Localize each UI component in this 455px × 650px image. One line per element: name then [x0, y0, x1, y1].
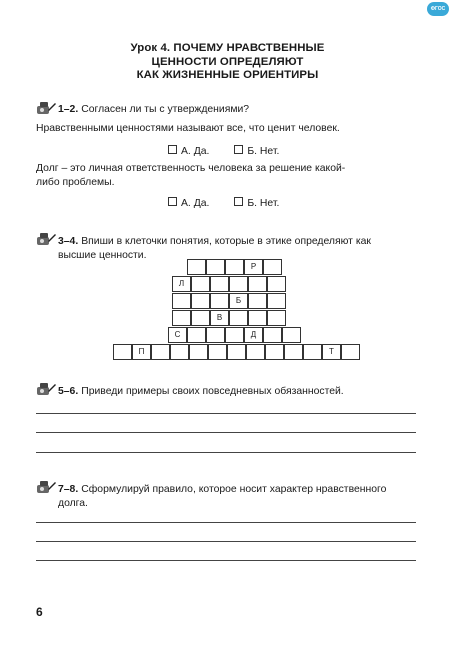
crossword-cell[interactable] [151, 344, 170, 360]
title-line-1: Урок 4. ПОЧЕМУ НРАВСТВЕННЫЕ [130, 42, 325, 54]
crossword-cell[interactable] [172, 293, 191, 309]
crossword-cell[interactable] [246, 344, 265, 360]
task-7-8-text-line-2: долга. [58, 498, 88, 509]
option-yes-label: А. Да. [181, 146, 210, 157]
lesson-title [0, 42, 455, 83]
title-line-2: ЦЕННОСТИ ОПРЕДЕЛЯЮТ [151, 55, 304, 68]
option-no-label: Б. Нет. [247, 146, 280, 157]
answer-line[interactable] [36, 560, 416, 561]
task-1-2-prompt [58, 104, 249, 115]
crossword-cell[interactable] [341, 344, 360, 360]
pencil-task-icon [36, 381, 56, 397]
crossword-cell[interactable] [191, 293, 210, 309]
option-no-label: Б. Нет. [247, 198, 280, 209]
crossword-cell[interactable] [267, 276, 286, 292]
answer-line[interactable] [36, 541, 416, 542]
task-5-6-number: 5–6. [58, 386, 79, 397]
checkbox-icon[interactable] [168, 197, 177, 206]
crossword-cell[interactable] [225, 327, 244, 343]
publisher-logo: ФГОС [427, 2, 449, 16]
crossword-cell[interactable] [303, 344, 322, 360]
crossword-cell[interactable]: В [210, 310, 229, 326]
task-3-4-number: 3–4. [58, 236, 79, 247]
pencil-task-icon [36, 479, 56, 495]
crossword-cell[interactable] [170, 344, 189, 360]
crossword-cell[interactable] [267, 293, 286, 309]
task-7-8-prompt [58, 483, 386, 511]
option-no-2[interactable] [234, 197, 279, 209]
crossword-cell[interactable] [282, 327, 301, 343]
crossword-cell[interactable] [187, 327, 206, 343]
crossword-cell[interactable] [210, 293, 229, 309]
crossword-cell[interactable]: Л [172, 276, 191, 292]
crossword-cell[interactable]: П [132, 344, 151, 360]
crossword-cell[interactable]: Д [244, 327, 263, 343]
crossword-cell[interactable] [191, 310, 210, 326]
statement-2-line-1: Долг – это личная ответственность человека за решение какой- [36, 163, 346, 174]
option-yes-2[interactable] [168, 197, 209, 209]
crossword-cell[interactable] [210, 276, 229, 292]
crossword-cell[interactable] [206, 327, 225, 343]
page-number: 6 [36, 605, 43, 619]
checkbox-icon[interactable] [234, 145, 243, 154]
crossword-cell[interactable]: Т [322, 344, 341, 360]
crossword-cell[interactable] [284, 344, 303, 360]
statement-2-line-2: либо проблемы. [36, 177, 115, 188]
crossword-cell[interactable] [267, 310, 286, 326]
crossword-cell[interactable] [248, 310, 267, 326]
checkbox-icon[interactable] [168, 145, 177, 154]
crossword-cell[interactable] [189, 344, 208, 360]
statement-1 [36, 122, 340, 136]
statement-1-line-1: Нравственными ценностями называют все, что ценит человек. [36, 123, 340, 134]
crossword-cell[interactable]: Р [244, 259, 263, 275]
task-1-2-number: 1–2. [58, 104, 79, 115]
pencil-task-icon [36, 100, 56, 116]
crossword-cell[interactable] [227, 344, 246, 360]
task-1-2-text: Согласен ли ты с утверждениями? [81, 104, 250, 115]
answer-line[interactable] [36, 413, 416, 414]
crossword-cell[interactable] [225, 259, 244, 275]
task-7-8-text-line-1: Сформулируй правило, которое носит характер нравственного [81, 484, 387, 495]
option-yes-label: А. Да. [181, 198, 210, 209]
crossword-cell[interactable] [229, 310, 248, 326]
crossword-cell[interactable] [229, 276, 248, 292]
task-5-6-text: Приведи примеры своих повседневных обязанностей. [81, 386, 344, 397]
crossword-cell[interactable] [263, 327, 282, 343]
crossword-cell[interactable] [187, 259, 206, 275]
task-3-4-text-line-2: высшие ценности. [58, 250, 147, 261]
crossword-cell[interactable] [206, 259, 225, 275]
crossword-cell[interactable] [265, 344, 284, 360]
option-no-1[interactable] [234, 145, 279, 157]
crossword-cell[interactable] [263, 259, 282, 275]
task-5-6-prompt [58, 386, 344, 397]
crossword-cell[interactable] [113, 344, 132, 360]
statement-2 [36, 162, 345, 190]
pencil-task-icon [36, 231, 56, 247]
crossword-cell[interactable] [191, 276, 210, 292]
answer-line[interactable] [36, 452, 416, 453]
option-yes-1[interactable] [168, 145, 209, 157]
answer-line[interactable] [36, 522, 416, 523]
statement-2-options [168, 197, 301, 209]
task-3-4-text-line-1: Впиши в клеточки понятия, которые в этике определяют как [81, 236, 371, 247]
crossword-cell[interactable]: Б [229, 293, 248, 309]
statement-1-options [168, 145, 301, 157]
crossword-cell[interactable] [208, 344, 227, 360]
crossword-cell[interactable] [248, 276, 267, 292]
answer-line[interactable] [36, 432, 416, 433]
crossword-cell[interactable] [172, 310, 191, 326]
task-7-8-number: 7–8. [58, 484, 79, 495]
crossword-cell[interactable]: С [168, 327, 187, 343]
title-line-3: КАК ЖИЗНЕННЫЕ ОРИЕНТИРЫ [136, 69, 319, 81]
checkbox-icon[interactable] [234, 197, 243, 206]
crossword-cell[interactable] [248, 293, 267, 309]
